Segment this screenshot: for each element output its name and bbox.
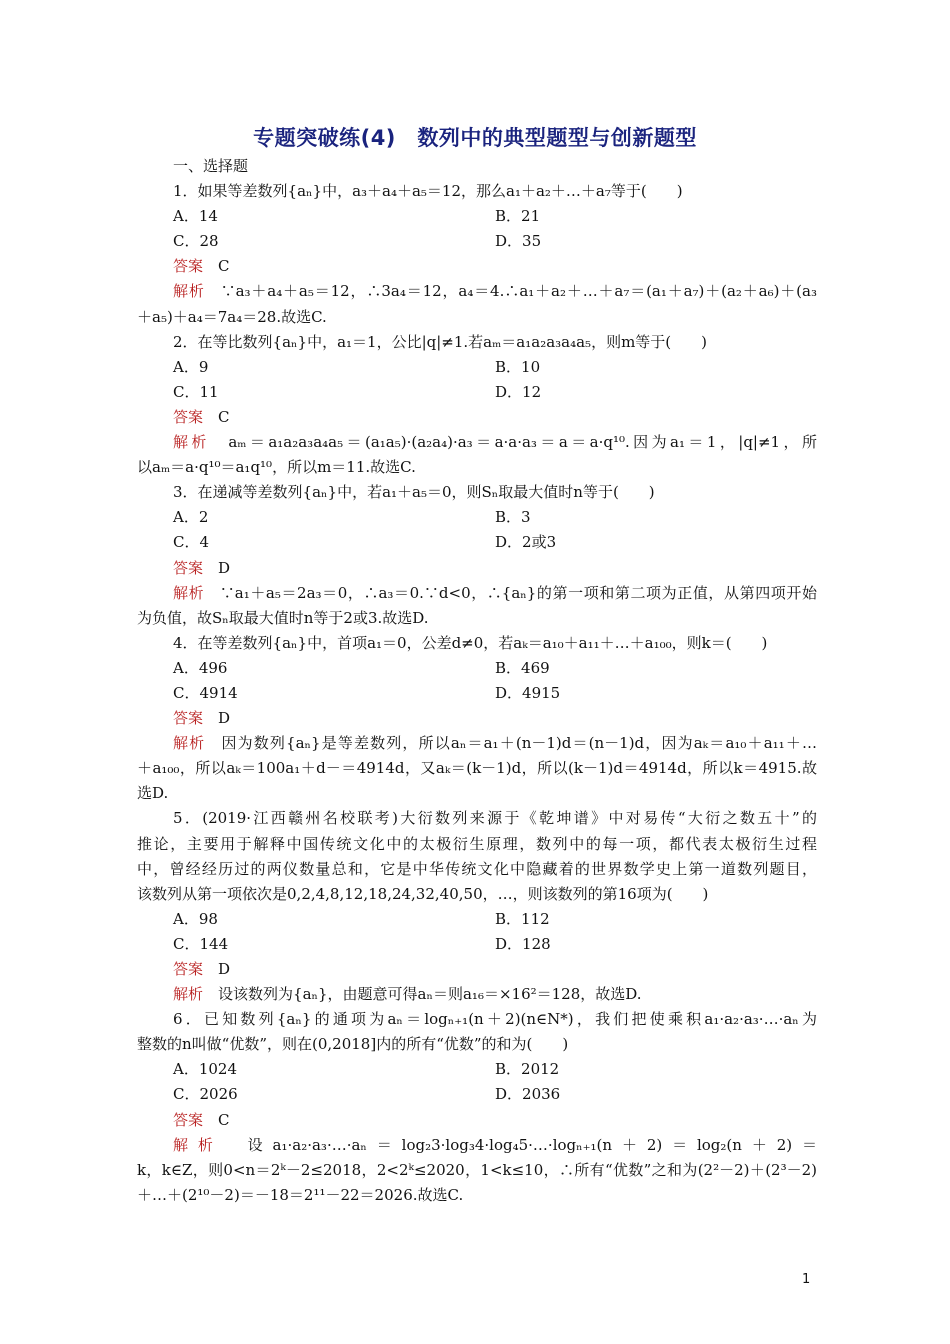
option-d: D．35 [495,232,542,251]
answer-label: 答案 [173,1110,204,1129]
analysis-line [137,581,817,606]
option-c: C．28 [173,232,219,251]
option-a: A．98 [173,909,218,928]
section-heading: 一、选择题 [173,157,249,175]
analysis-label: 解析 [173,734,206,753]
answer-line [137,706,817,731]
option-d: D．12 [495,382,542,401]
question-block [137,631,817,807]
answer-label: 答案 [173,558,204,577]
question-block [137,330,817,481]
analysis-line [137,430,817,455]
option-a: A．2 [173,508,209,527]
analysis-text: aₘ＝a₁a₂a₃a₄a₅＝(a₁a₅)·(a₂a₄)·a₃＝a·a·a₃＝a＝a·q¹⁰.因为a₁＝1，|q|≠1，所 [228,433,817,452]
answer-label: 答案 [173,709,204,728]
answer-line [137,1108,817,1133]
analysis-text: ＋a₅)＋a₄＝7a₄＝28.故选C. [137,307,327,326]
options-row [137,355,817,380]
analysis-text: ∵a₃＋a₄＋a₅＝12，∴3a₄＝12，a₄＝4.∴a₁＋a₂＋…＋a₇＝(a₁＋a₇)＋(a₂＋a₆)＋(a₃ [220,282,817,301]
option-b: B．469 [495,658,550,677]
options-row [137,505,817,530]
question-stem-line: 该数列从第一项依次是0,2,4,8,12,18,24,32,40,50，…，则该数列的第16项为( ) [137,884,709,903]
answer-line [137,254,817,279]
analysis-line [137,982,817,1007]
analysis-text: ∵a₁＋a₅＝2a₃＝0，∴a₃＝0.∵d<0，∴{aₙ}的第一项和第二项为正值，从第四项开始 [219,583,817,602]
question-stem-line: 整数的n叫做“优数”，则在(0,2018]内的所有“优数”的和为( ) [137,1035,569,1054]
analysis-label: 解析 [173,433,210,452]
analysis-line [137,781,817,806]
analysis-line [137,279,817,304]
option-a: A．1024 [173,1060,238,1079]
analysis-text: 设a₁·a₂·a₃·…·aₙ＝log₂3·log₃4·log₄5·…·logₙ₊₁(n＋2)＝log₂(n＋2)＝ [247,1135,817,1154]
option-d: D．128 [495,934,551,953]
options-row [137,229,817,254]
analysis-line [137,1158,817,1183]
answer-value: C [218,1110,230,1129]
answer-label: 答案 [173,257,204,276]
analysis-text: 选D. [137,784,169,803]
option-c: C．11 [173,382,219,401]
answer-line [137,957,817,982]
question-stem-line: 2．在等比数列{aₙ}中，a₁＝1，公比|q|≠1.若aₘ＝a₁a₂a₃a₄a₅，则m等于( ) [173,332,708,351]
analysis-text: k，k∈Z，则0<n＝2ᵏ－2≤2018，2<2ᵏ≤2020，1<k≤10，∴所有“优数”之和为(2²－2)＋(2³－2) [137,1160,817,1179]
analysis-line [137,756,817,781]
analysis-text: ＋a₁₀₀，所以aₖ＝100a₁＋d－＝4914d，又aₖ＝(k－1)d，所以(k－1)d＝4914d，所以k＝4915.故 [137,759,817,778]
analysis-line [137,1183,817,1208]
answer-label: 答案 [173,407,204,426]
answer-value: C [218,407,230,426]
option-c: C．4914 [173,683,238,702]
analysis-line [137,455,817,480]
analysis-line [137,606,817,631]
analysis-text: 为负值，故Sₙ取最大值时n等于2或3.故选D. [137,608,429,627]
option-b: B．3 [495,508,531,527]
option-a: A．14 [173,207,218,226]
analysis-line [137,305,817,330]
answer-line [137,556,817,581]
options-row [137,656,817,681]
question-block [137,179,817,330]
option-d: D．2或3 [495,533,557,552]
question-stem-line: 4．在等差数列{aₙ}中，首项a₁＝0，公差d≠0，若aₖ＝a₁₀＋a₁₁＋…＋a₁₀₀，则k＝( ) [173,633,768,652]
question-stem-line: 推论，主要用于解释中国传统文化中的太极衍生原理，数列中的每一项，都代表太极衍生过程 [137,834,817,853]
answer-value: D [218,558,231,577]
analysis-text: 以aₘ＝a·q¹⁰＝a₁q¹⁰，所以m＝11.故选C. [137,458,416,477]
options-row [137,681,817,706]
question-stem-line: 1．如果等差数列{aₙ}中，a₃＋a₄＋a₅＝12，那么a₁＋a₂＋…＋a₇等于( ) [173,182,683,201]
options-row [137,1057,817,1082]
answer-value: C [218,257,230,276]
option-c: C．4 [173,533,210,552]
analysis-text: 因为数列{aₙ}是等差数列，所以aₙ＝a₁＋(n－1)d＝(n－1)d，因为aₖ＝a₁₀＋a₁₁＋… [221,734,817,753]
option-b: B．112 [495,909,550,928]
answer-line [137,405,817,430]
option-c: C．2026 [173,1085,238,1104]
options-row [137,530,817,555]
question-stem-line: 6．已知数列{aₙ}的通项为aₙ＝logₙ₊₁(n＋2)(n∈N*)，我们把使乘积a₁·a₂·a₃·…·aₙ为 [173,1010,817,1029]
option-a: A．496 [173,658,228,677]
option-b: B．21 [495,207,541,226]
answer-value: D [218,960,231,978]
question-block [137,480,817,631]
option-c: C．144 [173,934,229,953]
analysis-label: 解析 [173,985,204,1004]
question-stem-line: 3．在递减等差数列{aₙ}中，若a₁＋a₅＝0，则Sₙ取最大值时n等于( ) [173,483,655,502]
analysis-text: ＋…＋(2¹⁰－2)＝－18＝2¹¹－22＝2026.故选C. [137,1185,464,1204]
analysis-label: 解析 [173,583,205,602]
question-block [137,1007,817,1208]
option-d: D．2036 [495,1085,561,1104]
option-a: A．9 [173,357,209,376]
question-stem-line: 中，曾经经历过的两仪数量总和，它是中华传统文化中隐藏着的世界数学史上第一道数列题目， [137,859,817,878]
options-row [137,907,817,932]
analysis-label: 解析 [173,1135,223,1154]
analysis-line [137,1133,817,1158]
answer-value: D [218,709,231,728]
analysis-label: 解析 [173,282,205,301]
analysis-text: 设该数列为{aₙ}，由题意可得aₙ＝则a₁₆＝×16²＝128，故选D. [218,985,642,1004]
page-number: 1 [802,1272,811,1287]
options-row [137,380,817,405]
answer-label: 答案 [173,960,204,978]
options-row [137,1082,817,1107]
option-b: B．2012 [495,1060,560,1079]
options-row [137,932,817,957]
question-list [137,154,817,1208]
analysis-line [137,731,817,756]
option-b: B．10 [495,357,541,376]
question-stem-line: 5．(2019·江西赣州名校联考)大衍数列来源于《乾坤谱》中对易传“大衍之数五十”的 [173,809,817,828]
option-d: D．4915 [495,683,561,702]
question-block [137,806,817,1007]
page-title: 专题突破练(4) 数列中的典型题型与创新题型 [253,126,697,150]
options-row [137,204,817,229]
